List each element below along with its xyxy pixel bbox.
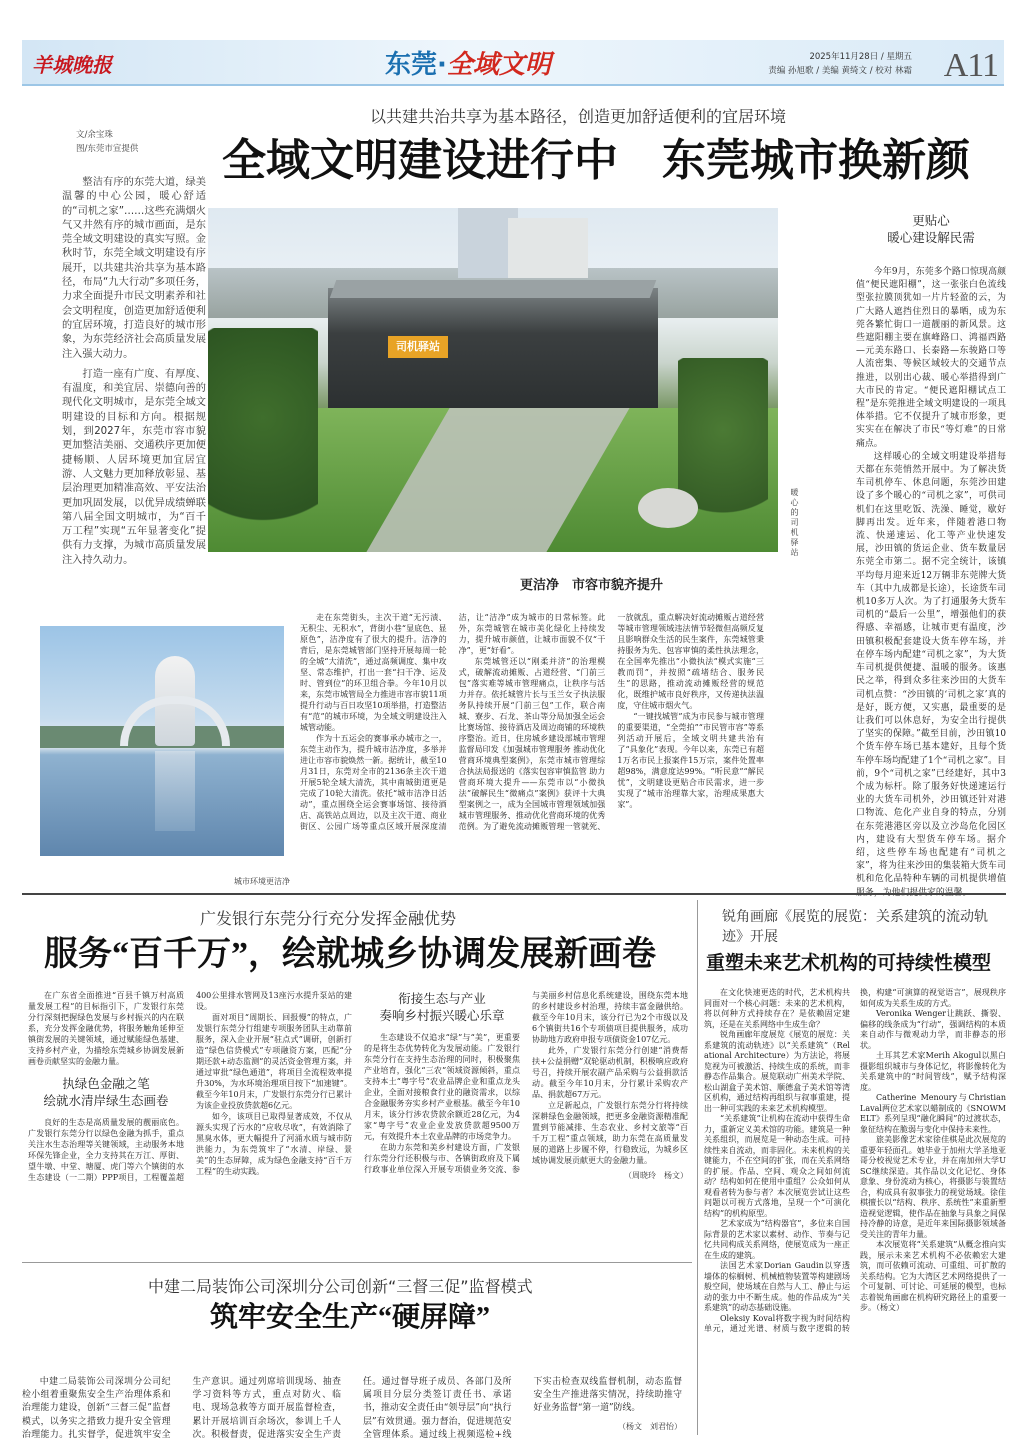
section-caring-body [856,266,1006,900]
bank-byline: （周晓玲 杨文） [624,1171,688,1180]
intro-paragraph: 打造一座有广度、有厚度、有温度，和美宜居、崇德向善的现代化文明城市，是东莞全域文明建设的目标和方向。根据规划，到2027年，东莞市容市貌更加整洁美丽、交通秩序更加便捷畅顺、人居环境更加宜居宜游、人文魅力更加释放彰显、基层治理更加精准高效、平安法治更加巩固发展，以优异成绩蝉联第八届全国文明城市，为“百千万工程”实现“五年显著变化”提供有力支撑，为城市高质量发展注入持久动力。 [62,368,206,566]
body-paragraph: 在广东省全面推进“百县千镇万村高质量发展工程”的目标指引下，广发银行东莞分行深刻把握绿色发展与乡村振兴的内在联系，充分发挥金融优势，将服务触角延伸至镇街发展的关键领域，通过赋能绿色基建、支持乡村产业，为描绘东莞城乡协调发展新画卷贡献坚实的金融力量。 [28,991,184,1066]
body-paragraph: 东莞城管还以“刚柔并济”的治理模式，破解流动摊贩、占道经营、“门前三包”落实难等城市管理痛点，让秩序与活力并存。依托城管片长与玉兰女子执法服务队持续开展“门前三包”工作，联合南城、寮步、石龙、茶山等分局加强全运会比赛场馆、接待酒店及周边商铺的环境秩序整治。近日，住房城乡建设部城市管理监督局印发《加强城市管理服务 推动优化营商环境典型案例》，东莞市城市管理综合执法局报送的《落实包容审慎监管 助力营商环境大提升——东莞市以“小微执法”破解民生“微痛点”案例》获评十大典型案例之一，成为全国城市管理领域加强城市管理服务、推动优化营商环境的优秀范例。为了避免流动摊贩管理一管就死、一放就乱，重点解决好流动摊贩占道经营等城市管理领域违法情节轻微但高频反复且影响群众生活的民生案件，东莞城管秉持服务为先、包容审慎的柔性执法理念，在全国率先推出“小微执法”模式实施“三教而罚”，并按照“疏堵结合、服务民生”的思路，推动流动摊贩经营的规范化，既维护城市良好秩序，又传递执法温度，守住城市烟火气。 [458,613,764,831]
sculpture-arch [120,696,230,746]
body-paragraph: 此外，广发银行东莞分行创建“消费帮扶+公益捐赠”双轮驱动机制，积极响应政府号召，持续开展农副产品采购与公益捐款活动。截至今年10月末，分行累计采购农产品、捐款超67万元。 [532,1046,688,1099]
page-number: A11 [943,47,998,84]
heading-line: 更贴心 [912,213,950,228]
sculpture-reflection [155,751,195,831]
body-paragraph: 中建二局装饰公司深圳分公司纪检小组着重聚焦安全生产治理体系和治理能力建设，创新“三督三促”监督模式，以务实之措致力提升安全管理治理能力。扎实督学，促进筑牢安全生产意识。通过列席培训现场、抽查学习资料等方式，重点对防火、临电、现场急救等方面开展监督检查，累计开展培训百余场次，参训上千人次。积极督责，促进落实安全生产责任。通过督导班子成员、各部门及所属项目分层分类签订责任书、承诺书，推动安全责任由“领导层”向“执行层”有效贯通。强力督治，促进规范安全管理体系。通过线上视频巡检+线下实击检查双线监督机制，动态监督安全生产推进落实情况，持续助推守好业务监督“第一道”防线。 [22,1377,682,1440]
body-paragraph: 今年9月，东莞多个路口惊现高颜值“便民遮阳棚”，这一张张白色流线型张拉膜顶犹如一片片轻盈的云，为广大路人遮挡住烈日的暴晒，成为东莞各繁忙街口一道靓丽的新风景。这些遮阳棚主要在旗峰路口、鸿福西路—元美东路口、长泰路—东骏路口等人流密集、等候区域较大的交通节点推进，以别出心裁、暖心举措得到广大市民的肯定。“便民遮阳棚试点工程”是东莞推进全域文明建设的一项具体举措。它不仅提升了城市形象，更实实在在解决了市民“等灯难”的日常痛点。 [856,267,1006,449]
body-paragraph: 在文化快速更迭的时代，艺术机构共同面对一个核心问题：未来的艺术机构，将以何种方式持续存在？是依赖固定建筑，还是在关系网络中生成生命？ [704,988,850,1029]
safety-body [22,1376,682,1442]
body-paragraph: 本次展览将“关系建筑”从概念推向实践，展示未来艺术机构不必依赖宏大建筑，而可依赖可流动、可重组、可扩散的关系结构。它为大湾区艺术网络提供了一个可复制、可讨论、可延展的模型，也标志着锐角画廊在机构研究路径上的重要一步。（杨文） [860,1240,1006,1312]
subheading-line: 绘就水清岸绿生态画卷 [43,1093,169,1108]
body-paragraph: 旅美影像艺术家徐佳棋是此次展览的重要年轻面孔。她毕业于加州大学圣地亚哥分校视觉艺术专业，并在南加州大学USC继续深造。其作品以文化记忆、身体意象、身份流动为核心，将摄影与装置结合，构成具有叙事张力的视觉场域。徐佳棋擅长以“结构、秩序、系统性”来重新塑造视觉逻辑，使作品在抽象与具象之间保持冷静的诗意，是近年来国际摄影领域备受关注的青年力量。 [860,1135,1006,1239]
body-paragraph: 面对项目“周期长、回报慢”的特点，广发银行东莞分行组建专项服务团队主动靠前服务，深入企业开展“驻点式”调研，创新打造“绿色信贷模式”专项融资方案，匹配“分期还款+动态监测”的灵活资金管理方案，并通过审批“绿色通道”，将项目全流程效率提升30%，为水环境治理项目按下“加速键”。截至今年10月末，广发银行东莞分行已累计为该企业投放贷款超6亿元。 [196,1013,352,1110]
station-building [328,288,658,418]
byline-photo: 图/东莞市宣提供 [76,144,139,154]
heading-line: 暖心建设解民需 [887,230,975,245]
safety-subtitle: 中建二局装饰公司深圳分公司创新“三督三促”监督模式 [148,1277,533,1296]
bank-subheading-1 [28,1075,184,1109]
issue-date: 2025年11月28日 / 星期五 [809,52,912,62]
photo-left-caption: 城市环境更洁净 [234,877,290,886]
body-paragraph: 土耳其艺术家Merih Akogul以黑白摄影组织城市与身体记忆，将影像转化为关系建筑中的“时间管线”，赋予结构深度。 [860,1051,1006,1092]
lead-intro [62,176,206,568]
section-cleaner-body [300,612,764,832]
section-divider [22,1262,692,1263]
editor-credits: 责编 孙旭歌 / 美编 黄绮文 / 校对 林霜 [768,66,912,76]
body-paragraph: 立足新起点，广发银行东莞分行将持续深耕绿色金融领域，把更多金融资源精准配置到节能减排、生态农业、乡村文旅等“百千万工程”重点领域，助力东莞在高质量发展的道路上步履不停，行稳致远，为城乡区域协调发展贡献更大的金融力量。 [532,1101,688,1165]
lead-byline [76,128,138,156]
body-paragraph: Catherine Menoury与Christian Laval两位艺术家以蜡制成的《SNOWMELT》系列呈现“融化瞬间”的过渡状态，象征结构在脆弱与变化中保持未来性。 [860,1093,1006,1134]
byline-writer: 文/余宝珠 [76,130,113,140]
subheading-line: 奏响乡村振兴暖心乐章 [379,1008,505,1023]
body-paragraph: 走在东莞街头，主次干道“无污渍、无积尘、无积水”，背街小巷“显底色、显原色”，洁净度有了很大的提升。洁净的背后，是东莞城管部门坚持开展每周一轮的全城“大清洗”，通过高频调度、集中攻坚、常态维护，打出一套“扫干净、运及时、管到位”的环卫组合拳。今年10月以来，东莞市城管局全力推进市容市貌11项提升行动与百日攻坚10项举措，打造整洁有“范”的城市环境，为全域文明建设注入城管动能。 [300,613,447,732]
bank-body [28,990,688,1183]
lead-headline: 全域文明建设进行中 东莞城市换新颜 [222,136,970,185]
body-paragraph: “关系建筑”让机构在流动中获得生命力，重新定义美术馆的功能。建筑是一种关系组织，而展览是一种动态生成。可持续性来自流动，而非固化。未来机构的关键能力，不在空间的扩张，而在关系网络的扩展。作品、空间、观众之间如何流动？结构如何在使用中重组？公众如何从观看者转为参与者？本次展览尝试让这些问题以可视方式落地，呈现一个“可演化结构”的机构原型。 [704,1114,850,1218]
rock [638,488,698,528]
channel-title [385,44,551,81]
body-paragraph: 在助力东莞和美乡村建设方面，广发银行东莞分行还积极与市、各镇街政府及下属行政事业单位深入开展专项债业务交流、参与美丽乡村信息化系统建设，围绕东莞本地的乡村建设乡村治理，持续丰富金融供给。截至今年10月末，该分行已为2个市级以及6个镇街共16个专项债项目提供服务，成功协助地方政府申报专项债资金107亿元。 [364,991,688,1174]
photo-driver-station [208,208,778,552]
photo-main-caption: 暖心的司机驿站 [790,488,799,558]
art-subtitle: 锐角画廊《展览的展览：关系建筑的流动轨迹》开展 [722,909,988,945]
section-divider [22,893,1006,895]
section-heading-cleaner: 更洁净 市容市貌齐提升 [520,578,664,593]
art-body [704,988,1006,1335]
body-paragraph: Oleksiy Koval将数字视为时间结构单元，通过光谱、材质与数字逻辑的转换，构建“可演算的视觉语言”，展现秩序如何成为关系生成的方式。 [704,988,1006,1333]
bank-subtitle: 广发银行东莞分行充分发挥金融优势 [200,909,457,928]
subheading-line: 衔接生态与产业 [398,991,486,1006]
newspaper-logo: 羊城晚报 [32,53,112,77]
lead-subtitle: 以共建共治共享为基本路径，创造更加舒适便利的宜居环境 [370,107,787,126]
intro-paragraph: 整洁有序的东莞大道，绿美温馨的中心公园，暖心舒适的“司机之家”……这些充满烟火气又井然有序的城市画面，是东莞全域文明建设的真实写照。金秋时节，东莞全域文明建设有序展开，以共建共治共享为基本路径，布局“九大行动”多项任务，力求全面提升市民文明素养和社会文明程度，创造更加舒适便利的宜居环境，打造良好的城市形象，为东莞经济社会高质量发展注入强大动力。 [62,177,206,360]
body-paragraph: 生态建设不仅追求“绿”与“美”，更重要的是将生态优势转化为发展动能。广发银行东莞分行在支持生态治理的同时，积极聚焦产业培育，强化“三农”领域资源倾斜，重点支持本土“粤字号”农业品牌企业和重点龙头企业，全面对接粮食行业的融资需求，以综合金融服务夯实乡村产业根基。截至今年10月末，该分行涉农贷款余额近28亿元，为4家“粤字号”农业企业发放贷款超9500万元，有效提升本土农业品牌的市场竞争力。 [364,1033,520,1141]
section-heading-caring [856,212,1006,246]
body-paragraph: 艺术家成为“结构器官”，多位来自国际背景的艺术家以素材、动作、节奏与记忆共同构成关系网络，使展览成为一座正在生成的建筑。 [704,1219,850,1260]
body-paragraph: 锐角画廊年度展览《展览的展览：关系建筑的流动轨迹》以“关系建筑”（Relational Architecture）为方法论，将展览视为可被激活、持续生成的系统，而非静态作品集合。展览联动广州美术学院、松山湖盒子美术馆、顺德盒子美术馆等湾区机构，通过结构再组织与叙事重建，提出一种可实践的未来艺术机构模型。 [704,1030,850,1113]
safety-headline: 筑牢安全生产“硬屏障” [210,1302,491,1333]
body-paragraph: Veronika Wenger让跳跃、撕裂、偏移的线条成为“行动”，强调结构的本质来自动作与微观动力学，而非静态的形状。 [860,1009,1006,1050]
body-paragraph: 如今，该项目已取得显著成效，不仅从源头实现了污水的“应收尽收”，有效消除了黑臭水体，更大幅提升了河涌水质与城市防洪能力，为东莞筑牢了“水清、岸绿、景美”的生态屏障，成为绿色金融支持“百千万工程”的生动实践。 [196,1112,352,1176]
station-roof [330,280,657,298]
art-headline: 重塑未来艺术机构的可持续性模型 [706,953,992,974]
body-paragraph: 作为十五运会的赛事承办城市之一，东莞主动作为，提升城市洁净度，多举并进让市容市貌焕然一新。据统计，截至10月31日，东莞对全市的2136条主次干道开展5轮全域大清洗，其中南城街道更是完成了10轮大清洗。依托“城市洁净日活动”，重点围绕全运会赛事场馆、接待酒店、高铁站点周边，以及主次干道、商业街区、公园广场等重点区域开展深度清洁，让“洁净”成为城市的日常标签。此外，东莞城管在城市美化绿化上持续发力，提升城市颜值，让城市面貌不仅“干净”，更“好看”。 [300,613,606,831]
subheading-line: 执绿色金融之笔 [62,1076,150,1091]
bank-subheading-2 [364,990,520,1024]
bank-headline: 服务“百千万”，绘就城乡协调发展新画卷 [44,936,656,973]
column-divider [697,900,698,1435]
tree [208,328,318,552]
channel-city: 东莞· [385,50,447,80]
station-sign: 司机驿站 [388,336,448,358]
body-paragraph: “一键找城管”成为市民参与城市管理的重要渠道，“全莞拍”“市民管市容”等系列活动开展后，全域文明共建共治有了“具象化”表现。今年以来，东莞已有超1万名市民上报案件15万宗，案件处置率超98%，满意度达99%。“听民意”“解民忧”，文明建设更贴合市民需求，进一步实现了“城市治理靠大家，治理成果惠大家”。 [617,712,764,809]
photo-city-sculpture [40,626,284,856]
tower [508,218,588,278]
channel-theme: 全域文明 [446,50,551,80]
body-paragraph: 这样暖心的全域文明建设举措每天都在东莞悄然开展中。为了解决货车司机停车、休息问题，东莞沙田建设了多个暖心的“司机之家”，可供司机们在这里吃饭、洗澡、睡觉，歇好脚再出发。近年来，伴随着港口物流、快递速运、化工等产业快速发展，沙田镇的货运企业、货车数量居东莞全市第二。据不完全统计，该镇平均每月迎来近12万辆非东莞牌大货车（其中九成都是长途），长途货车司机10多万人次。为了打通服务大货车司机的“最后一公里”，增强他们的获得感、幸福感，让城市更有温度，沙田镇积极配套建设大货车停车场，并在停车场内配建“司机之家”，为大货车司机提供便捷、温暖的服务。该惠民之举，得到众多往来沙田的大货车司机点赞：“沙田镇的‘司机之家’真的是好，既方便，又实惠，最重要的是让我们可以休息好，为安全出行提供了坚实的保障。”截至目前，沙田镇10个货车停车场已基本建好，且每个货车停车场均配建了1个“司机之家”。目前，9个“司机之家”已经建好，其中3个成为标杆。除了服务好快递速运行业的大货车司机外，沙田镇还针对港口物流、危化产业自身的特点，分别在东莞港港区旁以及立沙岛危化园区内，建设有大型货车停车场。据介绍，这些停车场也配建有“司机之家”，将为往来沙田的集装箱大货车司机和危化品特种车辆的司机提供增值 [856,451,1006,885]
issue-meta [768,50,912,78]
safety-byline: （杨文 刘君怡） [618,1421,682,1431]
body-paragraph: 法国艺术家Dorian Gaudin以穿透墙体的棕榈树、机械植物装置等构建剧场般空间，使场域在自然与人工、静止与运动的张力中不断生成。他的作品成为“关系建筑”的动态基础设施。 [704,1261,850,1312]
body-paragraph: 良好的生态是高质量发展的靓丽底色。广发银行东莞分行以绿色金融为抓手，重点关注水生态治理等关键领域，主动服务本地环保先锋企业，全力支持其在万江、厚街、望牛墩、中堂、塘厦、虎门等六个镇街的水生态建设（一二期）PPP项目，工程覆盖超400公里排水管网及13座污水提升泵站的建设。 [28,991,352,1182]
